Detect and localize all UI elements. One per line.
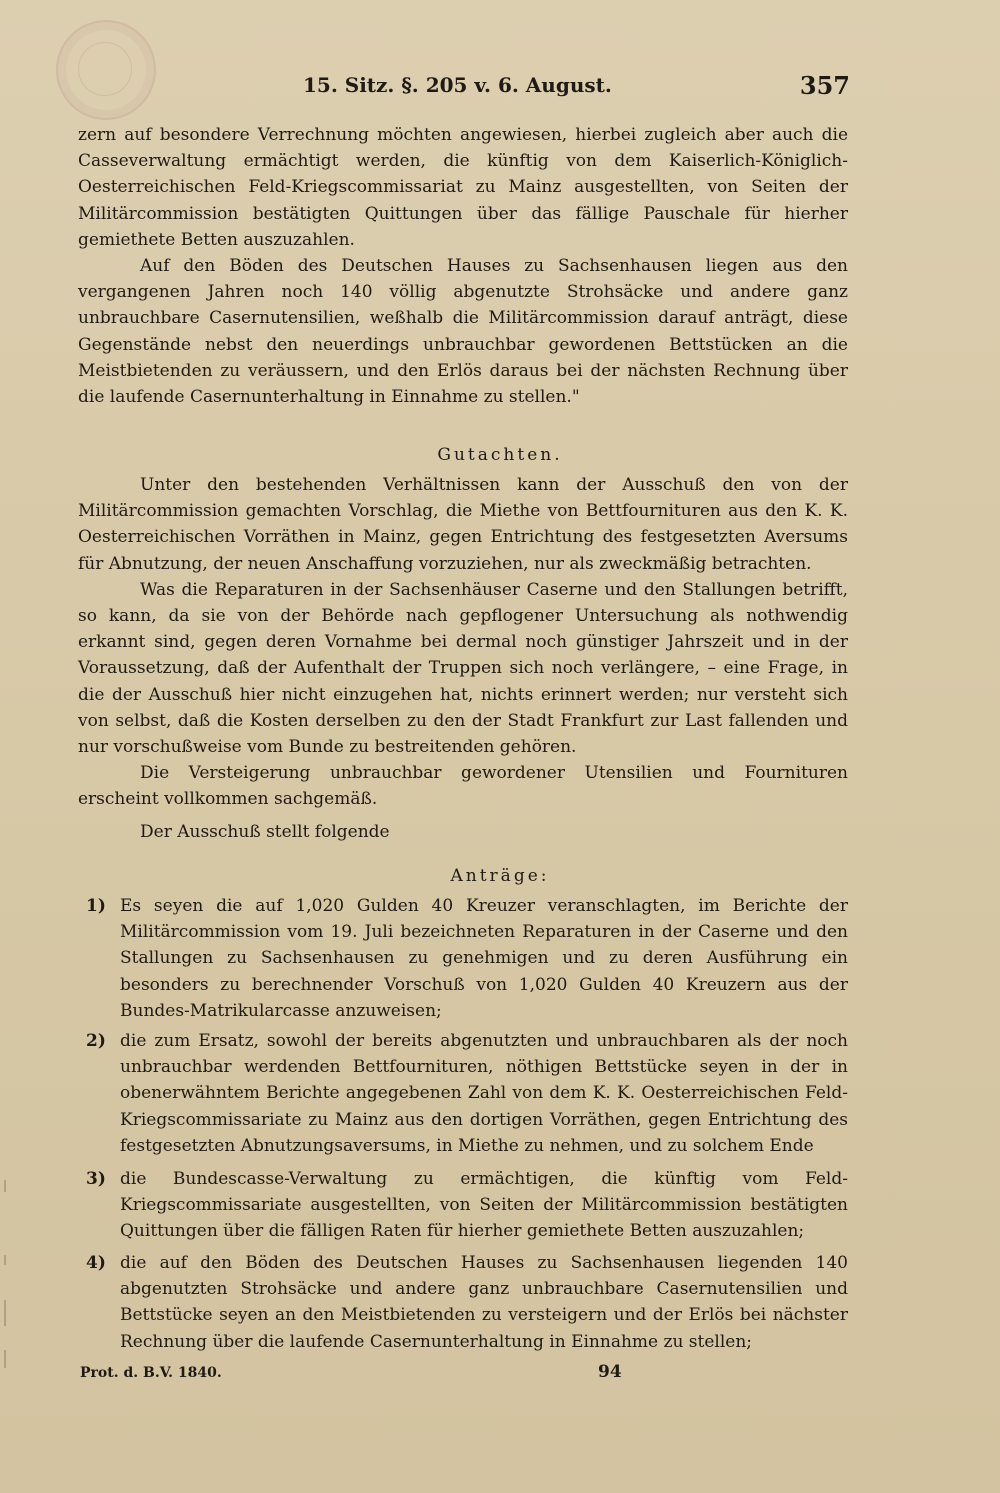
margin-mark-2 — [4, 1255, 6, 1265]
intro-text-block — [78, 122, 848, 410]
library-stamp — [56, 20, 156, 120]
motion-item-4 — [86, 1250, 848, 1355]
intro-paragraph-1: zern auf besondere Verrechnung möchten angewiesen, hierbei zugleich aber auch die Casseverwaltung ermächtigt werden, die künftig von dem Kaiserlich-Königlich-Oesterreichischen Feld-Kriegscommissariat zu Mainz ausgestellten, von Seiten der Militärcommission bestätigten Quittungen über das fällige Pauschale für hierher gemiethete Betten auszuzahlen. — [78, 125, 848, 250]
section-heading-gutachten: Gutachten. — [437, 445, 563, 465]
running-header: 15. Sitz. §. 205 v. 6. August. — [303, 73, 612, 97]
motion-number-2: 2) — [86, 1031, 106, 1051]
motion-item-3 — [86, 1166, 848, 1245]
library-stamp-inner — [78, 42, 132, 96]
gutachten-paragraph-4: Der Ausschuß stellt folgende — [140, 821, 390, 842]
motion-text-4: die auf den Böden des Deutschen Hauses zu Sachsenhausen liegenden 140 abgenutzten Strohsäcke und andere ganz unbrauchbare Casernutensilien und Bettstücke seyen an den Meistbietenden zu versteigern und der Erlös bei nächster Rechnung über die laufende Casernunterhaltung in Einnahme zu stellen; — [120, 1253, 848, 1352]
motion-number-3: 3) — [86, 1169, 106, 1189]
motion-text-1: Es seyen die auf 1,020 Gulden 40 Kreuzer veranschlagten, im Berichte der Militärcommission vom 19. Juli bezeichneten Reparaturen in der Caserne und den Stallungen zu Sachsenhausen zu genehmigen und zu deren Ausführung ein besonders zu berechnender Vorschuß von 1,020 Gulden 40 Kreuzern aus der Bundes-Matrikularcasse anzuweisen; — [120, 896, 848, 1021]
motion-text-2: die zum Ersatz, sowohl der bereits abgenutzten und unbrauchbaren als der noch unbrauchbar werdenden Bettfournituren, nöthigen Bettstücke seyen in der in obenerwähntem Berichte angegebenen Zahl von dem K. K. Oesterreichischen Feld-Kriegscommissariate zu Mainz aus den dortigen Vorräthen, gegen Entrichtung des festgesetzten Abnutzungsaversums, in Miethe zu nehmen, und zu solchem Ende — [120, 1031, 848, 1156]
margin-mark-4 — [4, 1350, 6, 1368]
gutachten-paragraph-1: Unter den bestehenden Verhältnissen kann der Ausschuß den von der Militärcommission gemachten Vorschlag, die Miethe von Bettfournituren aus den K. K. Oesterreichischen Vorräthen in Mainz, gegen Entrichtung des festgesetzten Aversums für Abnutzung, der neuen Anschaffung vorzuziehen, nur als zweckmäßig betrachten. — [78, 475, 848, 574]
motion-text-3: die Bundescasse-Verwaltung zu ermächtigen, die künftig vom Feld-Kriegscommissariate ausgestellten, von Seiten der Militärcommission bestätigten Quittungen über die fälligen Raten für hierher gemiethete Betten auszuzahlen; — [120, 1169, 848, 1242]
page-number: 357 — [799, 71, 850, 100]
margin-mark-1 — [4, 1180, 6, 1192]
motion-item-2 — [86, 1028, 848, 1159]
footer-signature-number: 94 — [598, 1362, 622, 1382]
margin-mark-3 — [4, 1300, 6, 1326]
motion-item-1 — [86, 893, 848, 1024]
motion-number-4: 4) — [86, 1253, 106, 1273]
gutachten-text-block — [78, 472, 848, 845]
footer-protocol-reference: Prot. d. B.V. 1840. — [80, 1365, 222, 1381]
intro-paragraph-2: Auf den Böden des Deutschen Hauses zu Sachsenhausen liegen aus den vergangenen Jahren noch 140 völlig abgenutzte Strohsäcke und andere ganz unbrauchbare Casernutensilien, weßhalb die Militärcommission darauf anträgt, diese Gegenstände nebst den neuerdings unbrauchbar gewordenen Bettstücken an die Meistbietenden zu veräussern, und den Erlös daraus bei der nächsten Rechnung über die laufende Casernunterhaltung in Einnahme zu stellen." — [78, 256, 848, 408]
section-heading-antraege: Anträge: — [450, 866, 550, 886]
motion-number-1: 1) — [86, 896, 106, 916]
gutachten-paragraph-2: Was die Reparaturen in der Sachsenhäuser Caserne und den Stallungen betrifft, so kann, da sie von der Behörde nach gepflogener Untersuchung als nothwendig erkannt sind, gegen deren Vornahme bei dermal noch günstiger Jahrszeit und in der Voraussetzung, daß der Aufenthalt der Truppen sich noch verlängere, – eine Frage, in die der Ausschuß hier nicht einzugehen hat, nichts erinnert werden; nur versteht sich von selbst, daß die Kosten derselben zu den der Stadt Frankfurt zur Last fallenden und nur vorschußweise vom Bunde zu bestreitenden gehören. — [78, 579, 848, 758]
gutachten-paragraph-3: Die Versteigerung unbrauchbar gewordener Utensilien und Fournituren erscheint vollkommen sachgemäß. — [78, 763, 848, 810]
